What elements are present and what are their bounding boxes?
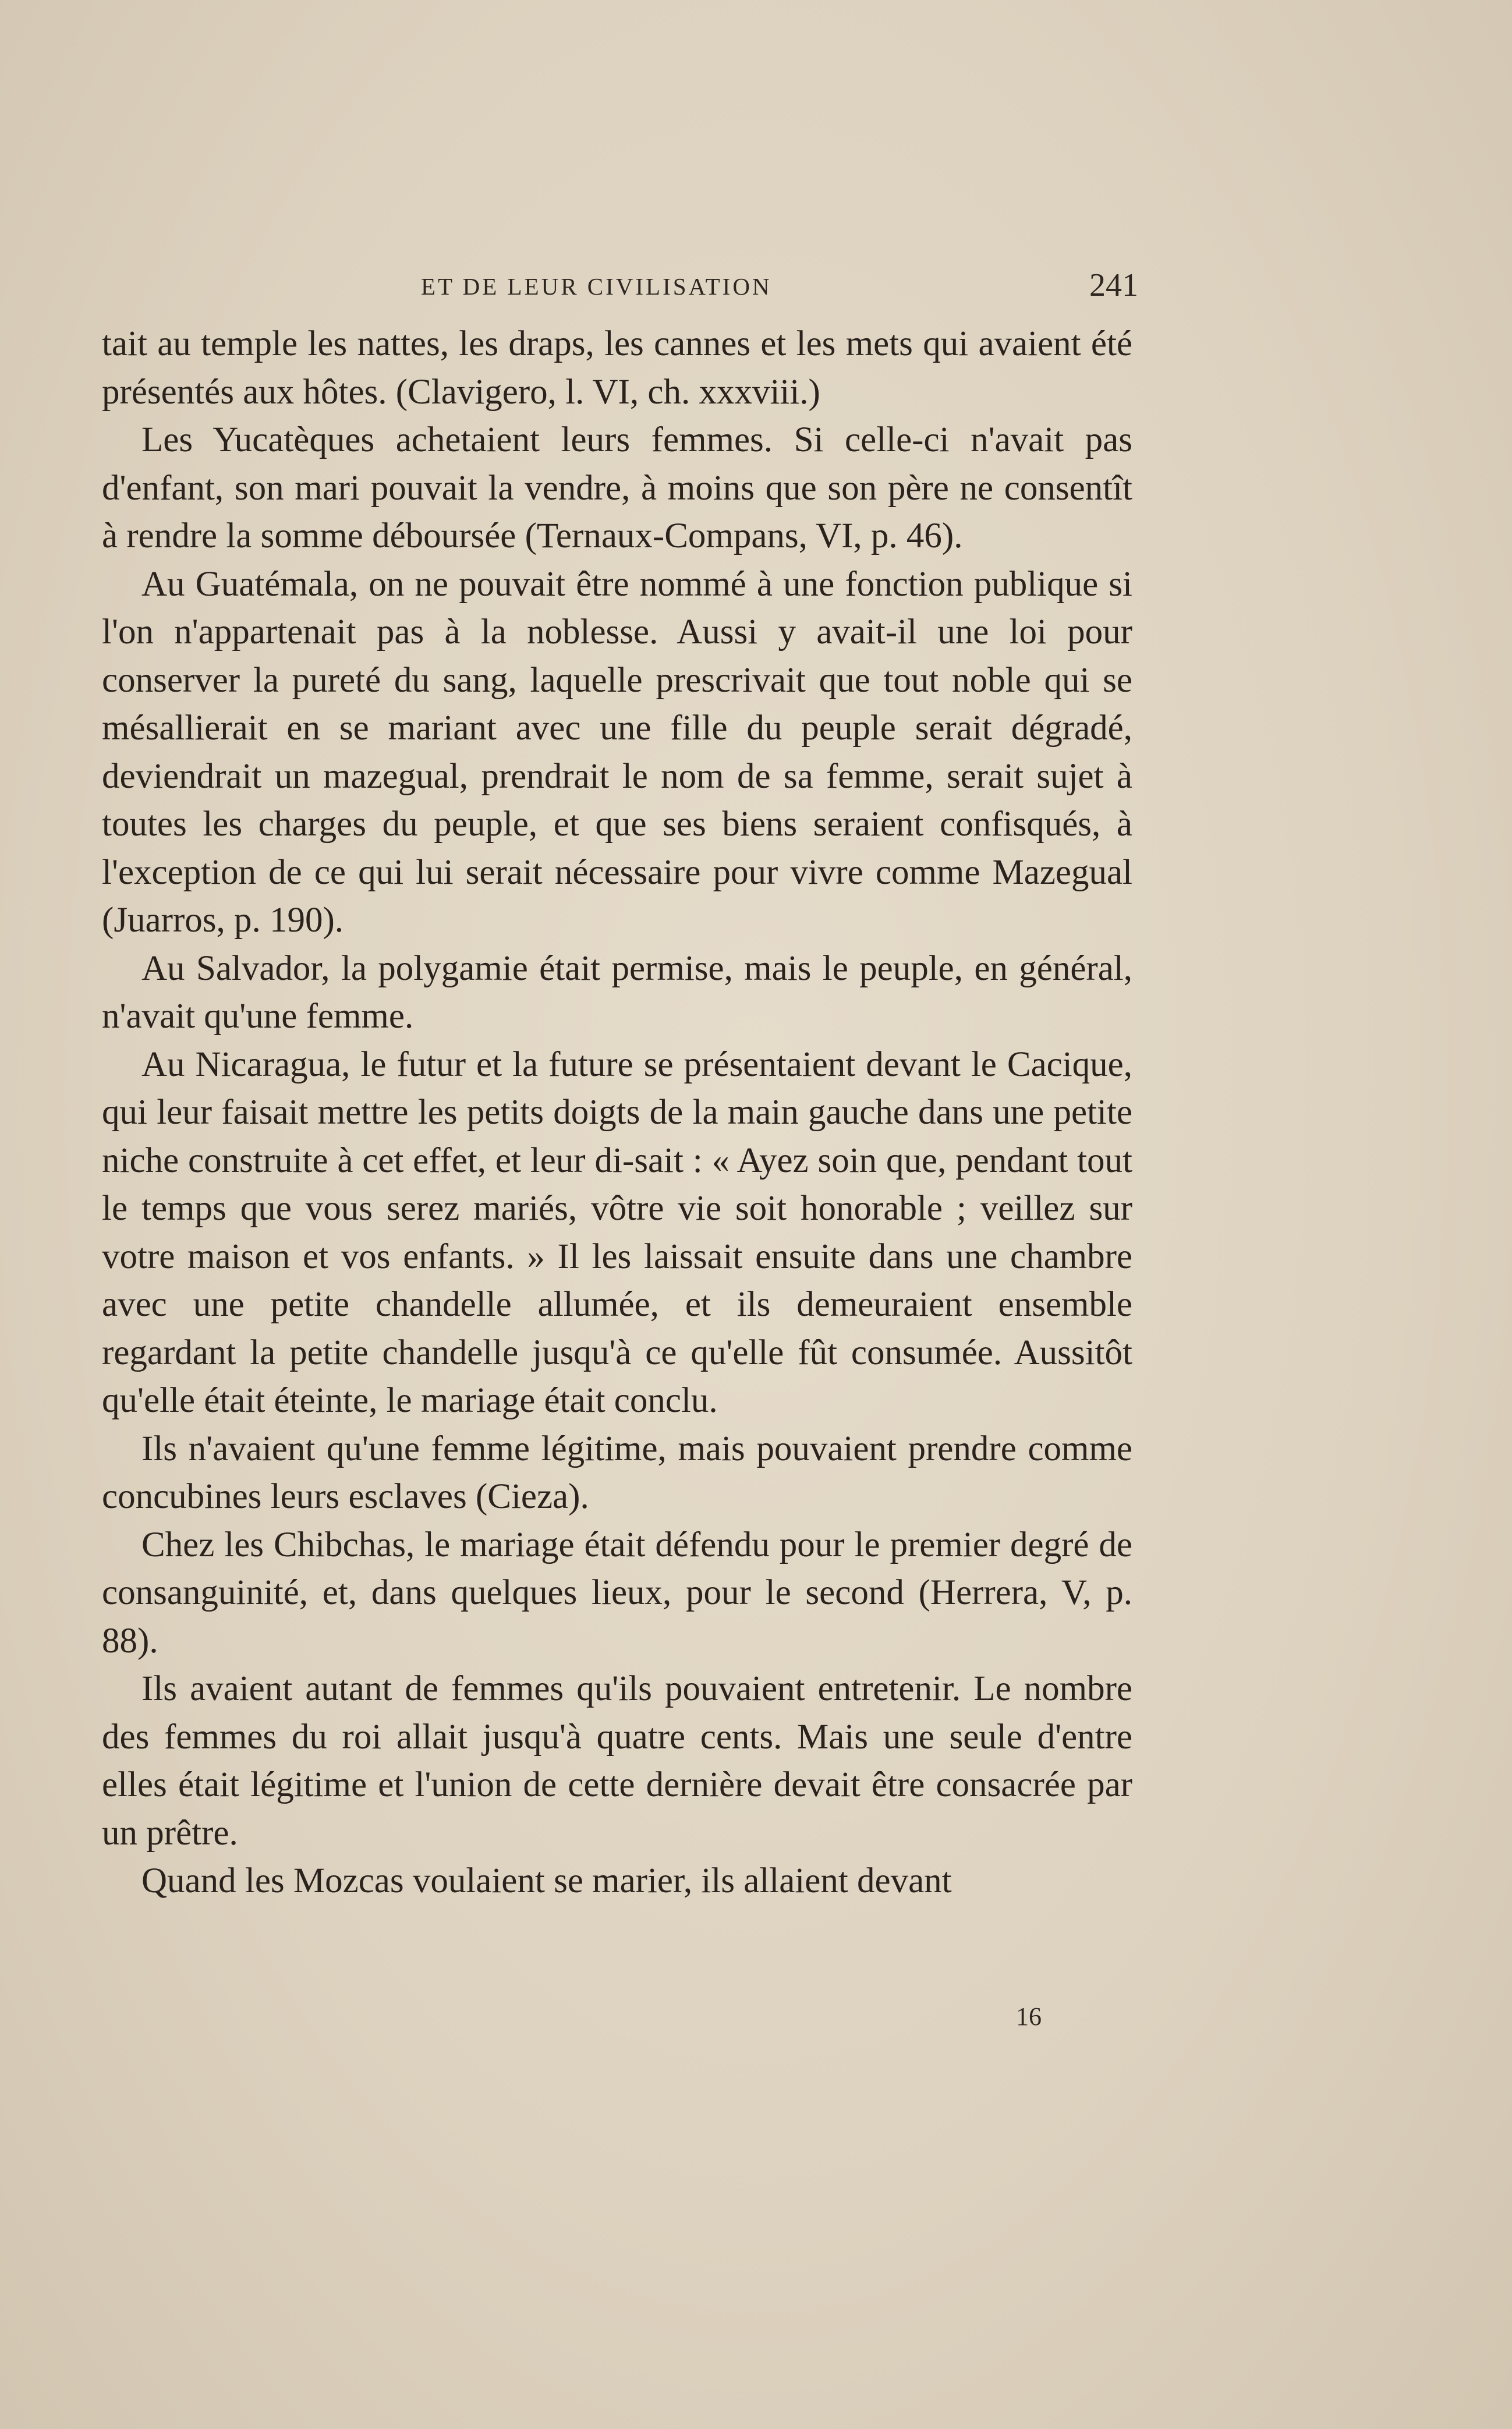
signature-mark: 16 — [1016, 2002, 1042, 2031]
page-number: 241 — [1089, 267, 1138, 303]
paragraph: Au Salvador, la polygamie était permise, mais le peuple, en général, n'avait qu'une femme. — [102, 948, 1132, 1036]
paragraph: Au Nicaragua, le futur et la future se présentaient devant le Cacique, qui leur faisait mettre les petits doigts de la main gauche dans une petite niche construite à cet effet, et leur di-sait : « Ayez soin que, pendant tout le temps que vous serez mariés, vôtre vie soit honorable ; veillez sur votre maison et vos enfants. » Il les laissait ensuite dans une chambre avec une petite chandelle allumée, et ils demeuraient ensemble regardant la petite chandelle jusqu'à ce qu'elle fût consumée. Aussitôt qu'elle était éteinte, le mariage était conclu. — [102, 1044, 1132, 1420]
paragraph: Chez les Chibchas, le mariage était défendu pour le premier degré de consanguinité, et, dans quelques lieux, pour le second (Herrera, V, p. 88). — [102, 1525, 1132, 1660]
paragraph: Quand les Mozcas voulaient se marier, ils allaient devant — [141, 1861, 952, 1900]
running-head: ET DE LEUR CIVILISATION — [421, 273, 772, 300]
page-header — [102, 267, 1138, 307]
paragraph: Au Guatémala, on ne pouvait être nommé à une fonction publique si l'on n'appartenait pas à la noblesse. Aussi y avait-il une loi pour conserver la pureté du sang, laquelle prescrivait que tout noble qui se mésallierait en se mariant avec une fille du peuple serait dégradé, deviendrait un mazegual, prendrait le nom de sa femme, serait sujet à toutes les charges du peuple, et que ses biens seraient confisqués, à l'exception de ce qui lui serait nécessaire pour vivre comme Mazegual (Juarros, p. 190). — [102, 564, 1132, 940]
paragraph: Ils avaient autant de femmes qu'ils pouvaient entretenir. Le nombre des femmes du roi allait jusqu'à quatre cents. Mais une seule d'entre elles était légitime et l'union de cette dernière devait être consacrée par un prêtre. — [102, 1669, 1132, 1853]
paragraph: Ils n'avaient qu'une femme légitime, mais pouvaient prendre comme concubines leurs esclaves (Cieza). — [102, 1429, 1132, 1516]
paragraph: Les Yucatèques achetaient leurs femmes. Si celle-ci n'avait pas d'enfant, son mari pouvait la vendre, à moins que son père ne consentît à rendre la somme déboursée (Ternaux-Compans, VI, p. 46). — [102, 420, 1132, 555]
body-text — [102, 320, 1132, 1906]
paragraph: tait au temple les nattes, les draps, les cannes et les mets qui avaient été présentés aux hôtes. (Clavigero, l. VI, ch. xxxviii.) — [102, 324, 1132, 412]
